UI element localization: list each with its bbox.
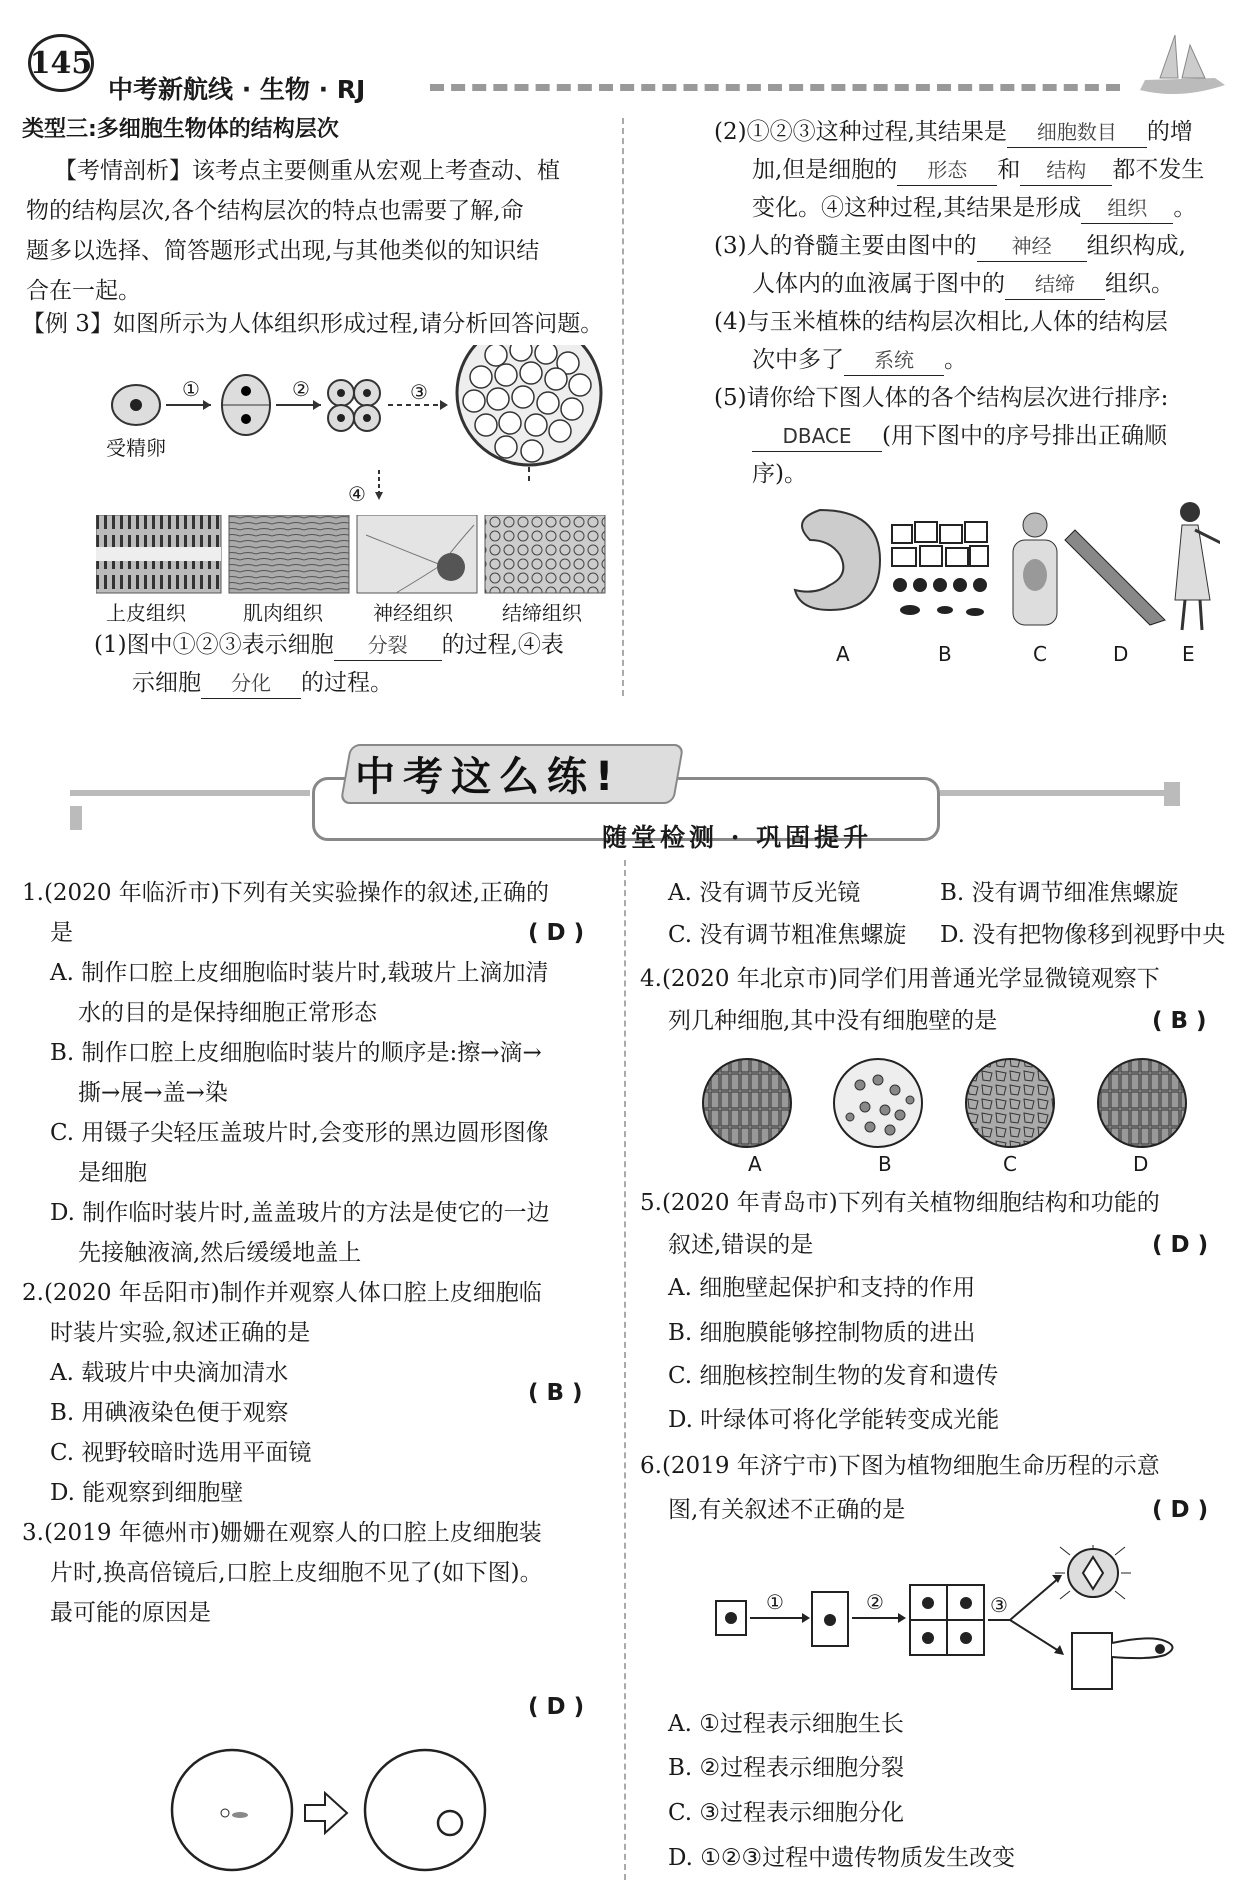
answer-blank: 结缔 [1005, 269, 1105, 300]
ship-logo-icon [1130, 30, 1230, 100]
analysis-line: 合在一起。 [26, 278, 141, 304]
q5-option-b: B. 细胞膜能够控制物质的进出 [668, 1320, 976, 1346]
q2-option-b: B. 用碘液染色便于观察 [50, 1400, 289, 1426]
q3-stem-cont: 片时,换高倍镜后,口腔上皮细胞不见了(如下图)。 [50, 1560, 543, 1586]
answer-blank: 分裂 [334, 630, 442, 661]
q5-line2: DBACE (用下图中的序号排出正确顺 [752, 416, 1167, 456]
body-levels-figure [770, 500, 1220, 640]
q1-stem: 1.(2020 年临沂市)下列有关实验操作的叙述,正确的 [22, 880, 550, 906]
q6-answer: ( D ) [1152, 1497, 1209, 1523]
analysis-line: 物的结构层次,各个结构层次的特点也需要了解,命 [26, 198, 524, 224]
tissue-label-connective: 结缔组织 [502, 601, 582, 625]
q3-option-d: D. 没有把物像移到视野中央 [940, 922, 1226, 948]
q6-step-1: ① [766, 1590, 784, 1614]
q6-option-d: D. ①②③过程中遗传物质发生改变 [668, 1845, 1016, 1871]
banner-rule-right-cap [1164, 782, 1180, 806]
q4-label-b: B [878, 1152, 892, 1176]
zygote-label: 受精卵 [106, 436, 166, 460]
q5-option-a: A. 细胞壁起保护和支持的作用 [668, 1275, 976, 1301]
banner-rule-right [940, 790, 1180, 796]
q6-stem: 6.(2019 年济宁市)下图为植物细胞生命历程的示意 [640, 1453, 1160, 1479]
q4-label-c: C [1003, 1152, 1017, 1176]
q1-option-a-cont: 水的目的是保持细胞正常形态 [78, 1000, 377, 1026]
q5-stem-cont: 叙述,错误的是 [668, 1232, 814, 1258]
answer-blank: 系统 [844, 345, 944, 376]
q3-stem: 3.(2019 年德州市)姗姗在观察人的口腔上皮细胞装 [22, 1520, 542, 1546]
left-questions [22, 873, 612, 1633]
q2-answer: ( B ) [528, 1380, 583, 1406]
q1-option-b-cont: 撕→展→盖→染 [78, 1080, 228, 1106]
page-number: 145 [28, 34, 94, 92]
tissue-label-muscle: 肌肉组织 [243, 601, 323, 625]
analysis-line: 【考情剖析】该考点主要侧重从宏观上考查动、植 [54, 158, 560, 184]
q1-option-b: B. 制作口腔上皮细胞临时装片的顺序是:擦→滴→ [50, 1040, 542, 1066]
q3-option-b: B. 没有调节细准焦螺旋 [940, 880, 1179, 906]
body-label-c: C [1033, 642, 1047, 666]
answer-blank: DBACE [752, 421, 882, 452]
analysis-line: 题多以选择、简答题形式出现,与其他类似的知识结 [26, 238, 540, 264]
answer-blank: 分化 [201, 668, 301, 699]
banner-rule-left [70, 790, 310, 796]
q4-stem-cont: 列几种细胞,其中没有细胞壁的是 [668, 1008, 998, 1034]
banner-subtitle: 随堂检测 · 巩固提升 [602, 823, 873, 852]
q5-answer: ( D ) [1152, 1232, 1209, 1258]
q4-label-a: A [748, 1152, 762, 1176]
body-label-a: A [836, 642, 850, 666]
banner-rule-left-cap [70, 806, 82, 830]
q1-option-a: A. 制作口腔上皮细胞临时装片时,载玻片上滴加清 [50, 960, 549, 986]
q1-option-d-cont: 先接触液滴,然后缓缓地盖上 [78, 1240, 362, 1266]
q4-cells-figure [700, 1055, 1200, 1155]
q5-line1: (5)请你给下图人体的各个结构层次进行排序: [714, 385, 1169, 411]
q1-option-d: D. 制作临时装片时,盖盖玻片的方法是使它的一边 [50, 1200, 550, 1226]
cell-division-figure [96, 345, 616, 490]
answer-blank: 细胞数目 [1007, 117, 1147, 148]
step-3-label: ③ [410, 380, 428, 404]
q4-answer: ( B ) [1152, 1008, 1207, 1034]
banner-title: 中考这么练! [355, 754, 622, 800]
q6-option-c: C. ③过程表示细胞分化 [668, 1800, 905, 1826]
q2-option-a: A. 载玻片中央滴加清水 [50, 1360, 289, 1386]
q4-line1: (4)与玉米植株的结构层次相比,人体的结构层 [714, 309, 1168, 335]
q5-line3: 序)。 [752, 461, 807, 487]
q1-option-c: C. 用镊子尖轻压盖玻片时,会变形的黑边圆形图像 [50, 1120, 549, 1146]
q1-answer: ( D ) [528, 920, 585, 946]
q2-line1: (2)①②③这种过程,其结果是 细胞数目 的增 [714, 112, 1193, 152]
q1-line2: 示细胞 分化 的过程。 [132, 663, 393, 703]
tissue-photos [96, 515, 606, 595]
body-label-b: B [938, 642, 952, 666]
tissue-label-epithelial: 上皮组织 [106, 601, 186, 625]
microscope-view-figure [170, 1745, 540, 1880]
q2-line3: 变化。④这种过程,其结果是形成 组织 。 [752, 188, 1196, 228]
answer-blank: 结构 [1020, 155, 1112, 186]
analysis-paragraph [26, 151, 560, 311]
q4-line2: 次中多了 系统 。 [752, 340, 967, 380]
column-divider-top [622, 118, 624, 696]
q1-option-c-cont: 是细胞 [78, 1160, 147, 1186]
step-1-label: ① [182, 377, 200, 401]
body-label-e: E [1182, 642, 1195, 666]
q3-answer: ( D ) [528, 1694, 585, 1720]
tissue-label-nerve: 神经组织 [373, 601, 453, 625]
answer-blank: 组织 [1081, 193, 1173, 224]
q4-stem: 4.(2020 年北京市)同学们用普通光学显微镜观察下 [640, 966, 1160, 992]
q2-option-c: C. 视野较暗时选用平面镜 [50, 1440, 312, 1466]
q3-option-a: A. 没有调节反光镜 [668, 880, 861, 906]
q4-label-d: D [1133, 1152, 1149, 1176]
q1-stem-cont: 是 [50, 920, 73, 946]
section-heading: 类型三:多细胞生物体的结构层次 [22, 117, 339, 142]
q6-step-3: ③ [990, 1593, 1008, 1617]
plant-cell-life-figure [710, 1545, 1200, 1695]
q3-line1: (3)人的脊髓主要由图中的 神经 组织构成, [714, 226, 1186, 266]
q6-step-2: ② [866, 1590, 884, 1614]
q2-option-d: D. 能观察到细胞壁 [50, 1480, 244, 1506]
q2-line2: 加,但是细胞的 形态 和 结构 都不发生 [752, 150, 1204, 190]
body-label-d: D [1113, 642, 1129, 666]
q2-stem: 2.(2020 年岳阳市)制作并观察人体口腔上皮细胞临 [22, 1280, 542, 1306]
q5-option-c: C. 细胞核控制生物的发育和遗传 [668, 1363, 999, 1389]
q3-option-c: C. 没有调节粗准焦螺旋 [668, 922, 907, 948]
q1-line1: (1)图中①②③表示细胞 分裂 的过程,④表 [94, 625, 564, 665]
step-4-label: ④ [348, 482, 366, 506]
q3-stem-cont2: 最可能的原因是 [50, 1600, 211, 1626]
header-divider [430, 84, 1120, 91]
column-divider-bottom [624, 860, 626, 1880]
answer-blank: 形态 [897, 155, 997, 186]
example-3: 【例 3】如图所示为人体组织形成过程,请分析回答问题。 [22, 311, 604, 337]
q3-line2: 人体内的血液属于图中的 结缔 组织。 [752, 264, 1174, 304]
q2-stem-cont: 时装片实验,叙述正确的是 [50, 1320, 311, 1346]
q6-stem-cont: 图,有关叙述不正确的是 [668, 1497, 906, 1523]
q5-stem: 5.(2020 年青岛市)下列有关植物细胞结构和功能的 [640, 1190, 1160, 1216]
answer-blank: 神经 [977, 231, 1087, 262]
step-2-label: ② [292, 377, 310, 401]
q6-option-a: A. ①过程表示细胞生长 [668, 1711, 904, 1737]
brand-title: 中考新航线 · 生物 · RJ [108, 75, 366, 104]
q6-option-b: B. ②过程表示细胞分裂 [668, 1755, 905, 1781]
q5-option-d: D. 叶绿体可将化学能转变成光能 [668, 1407, 1000, 1433]
down-arrow-icon [375, 470, 395, 502]
